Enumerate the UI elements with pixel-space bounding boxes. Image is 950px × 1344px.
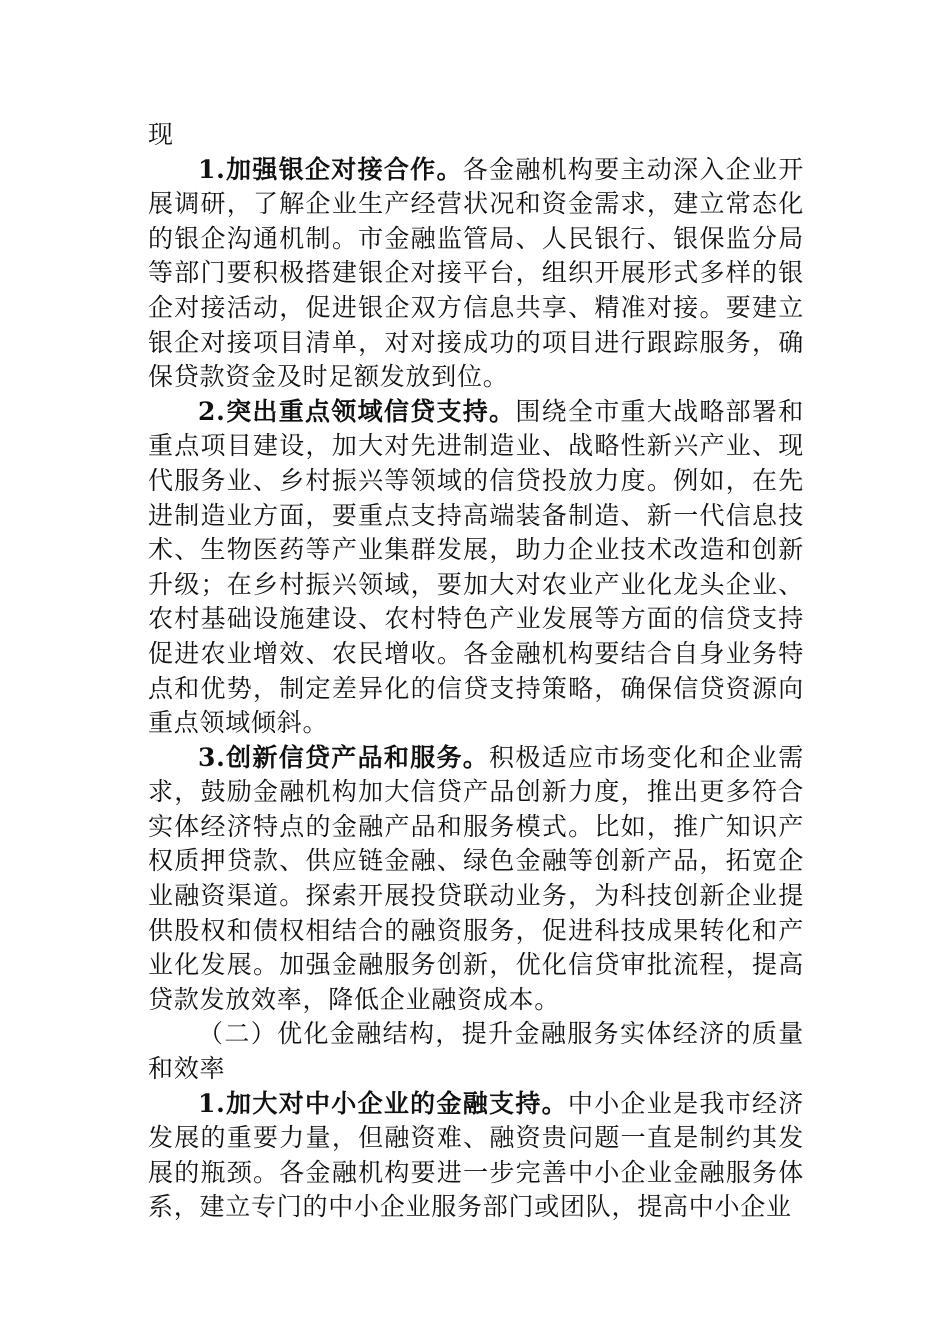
document-body [148, 118, 804, 1225]
paragraph-4-lead: 1.加大对中小企业的金融支持。 [198, 1088, 568, 1118]
paragraph-2 [148, 395, 804, 741]
paragraph-3-lead: 3.创新信贷产品和服务。 [198, 742, 490, 772]
paragraph-1-body: 各金融机构要主动深入企业开展调研，了解企业生产经营状况和资金需求，建立常态化的银企沟通机制。市金融监管局、人民银行、银保监分局等部门要积极搭建银企对接平台，组织开展形式多样的银企对接活动，促进银企双方信息共享、精准对接。要建立银企对接项目清单，对对接成功的项目进行跟踪服务，确保贷款资金及时足额发放到位。 [148, 154, 804, 392]
paragraph-1-lead: 1.加强银企对接合作。 [198, 154, 463, 184]
paragraph-2-lead: 2.突出重点领域信贷支持。 [198, 396, 516, 426]
paragraph-2-body: 围绕全市重大战略部署和重点项目建设，加大对先进制造业、战略性新兴产业、现代服务业、乡村振兴等领域的信贷投放力度。例如，在先进制造业方面，要重点支持高端装备制造、新一代信息技术、生物医药等产业集群发展，助力企业技术改造和创新升级；在乡村振兴领域，要加大对农业产业化龙头企业、农村基础设施建设、农村特色产业发展等方面的信贷支持促进农业增效、农民增收。各金融机构要结合自身业务特点和优势，制定差异化的信贷支持策略，确保信贷资源向重点领域倾斜。 [148, 396, 804, 738]
paragraph-3 [148, 741, 804, 1018]
paragraph-4 [148, 1087, 804, 1225]
paragraph-4-body: 中小企业是我市经济发展的重要力量，但融资难、融资贵问题一直是制约其发展的瓶颈。各金融机构要进一步完善中小企业金融服务体系，建立专门的中小企业服务部门或团队，提高中小企业 [148, 1088, 804, 1222]
carryover-fragment: 现 [148, 120, 174, 149]
section-heading: （二）优化金融结构，提升金融服务实体经济的质量和效率 [148, 1019, 804, 1084]
paragraph-3-body: 积极适应市场变化和企业需求，鼓励金融机构加大信贷产品创新力度，推出更多符合实体经济特点的金融产品和服务模式。比如，推广知识产权质押贷款、供应链金融、绿色金融等创新产品，拓宽企业融资渠道。探索开展投贷联动业务，为科技创新企业提供股权和债权相结合的融资服务，促进科技成果转化和产业化发展。加强金融服务创新，优化信贷审批流程，提高贷款发放效率，降低企业融资成本。 [148, 742, 804, 1014]
paragraph-1 [148, 153, 804, 395]
